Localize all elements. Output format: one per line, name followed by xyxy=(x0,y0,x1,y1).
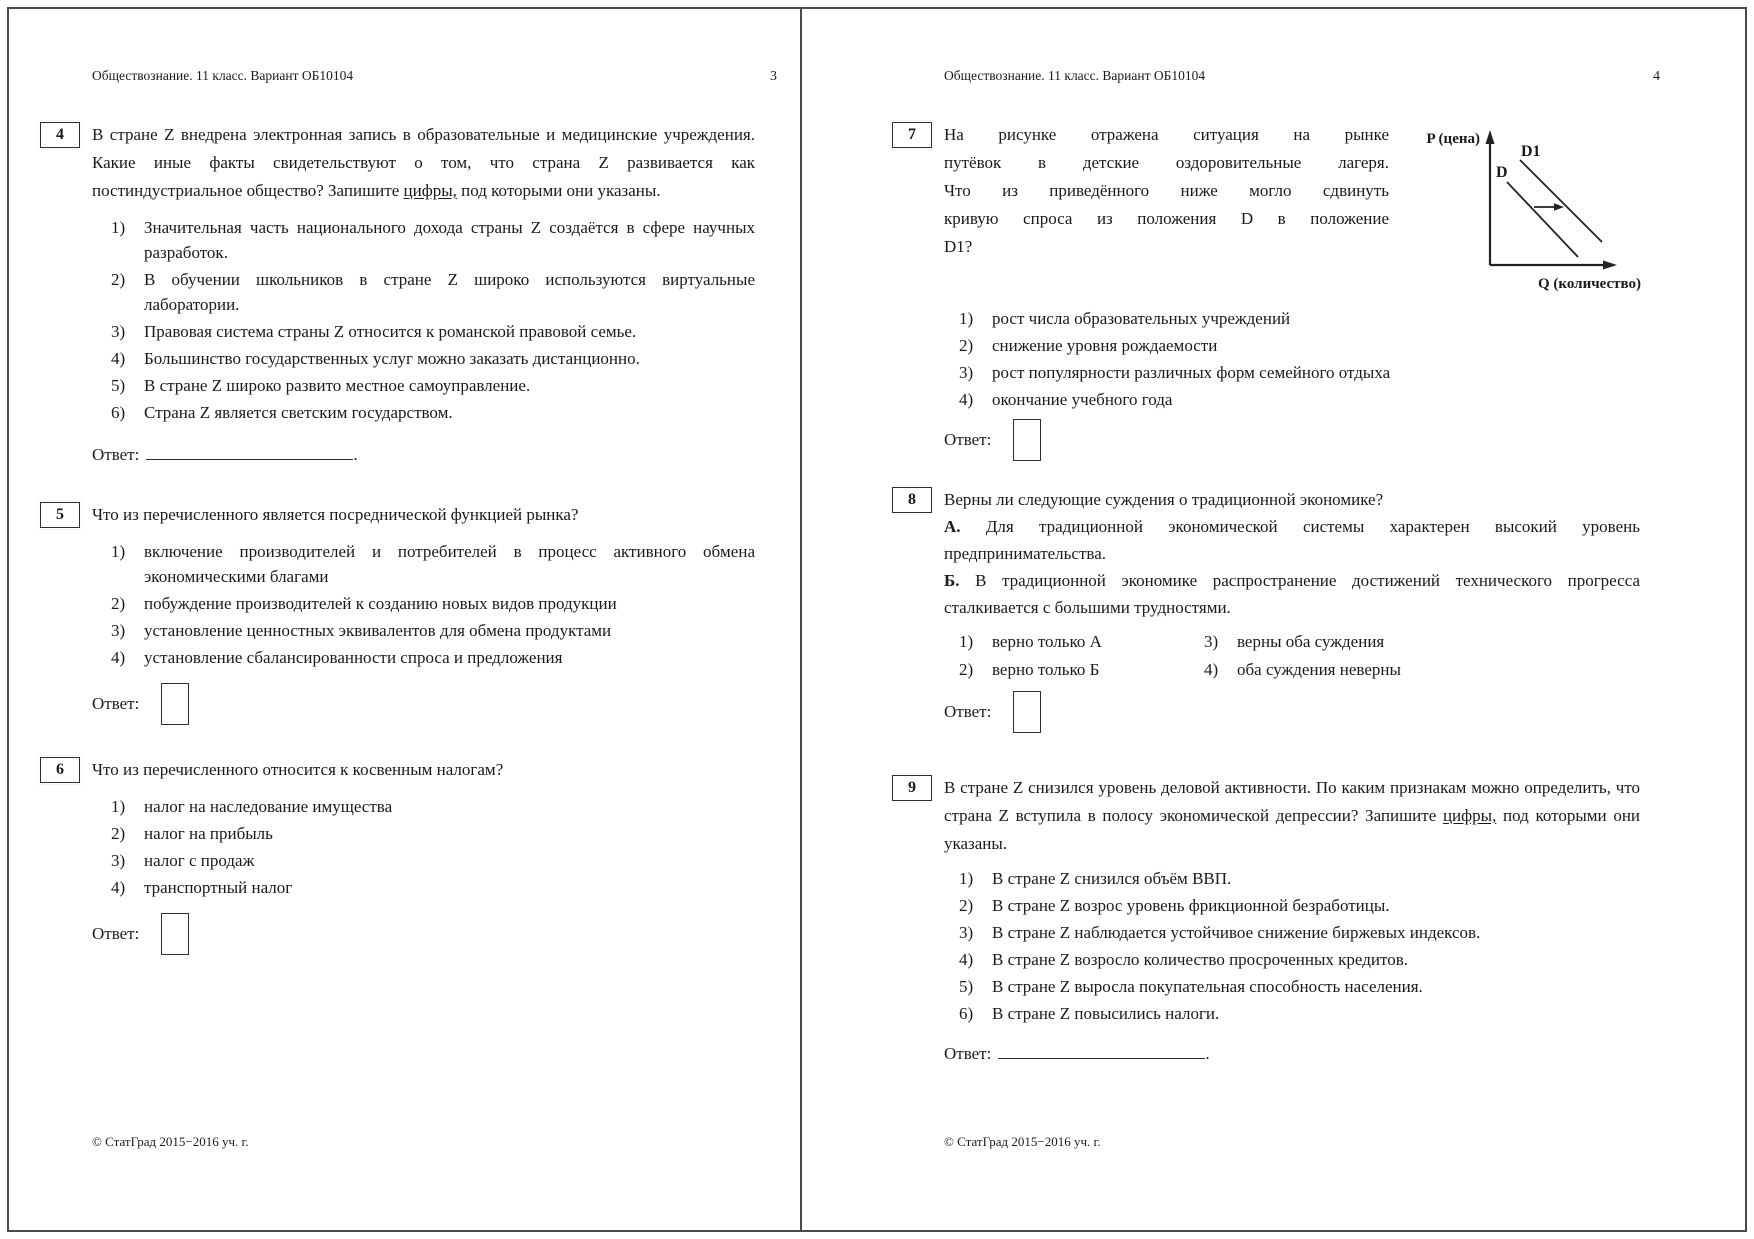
option-number: 6) xyxy=(959,1004,974,1023)
options-grid xyxy=(959,629,1640,682)
option-text: транспортный налог xyxy=(144,878,293,897)
option-text: рост числа образовательных учреждений xyxy=(992,309,1291,328)
answer-row xyxy=(92,441,777,469)
question-number: 7 xyxy=(908,126,916,143)
question-text-part: В стране Z внедрена электронная запись в образовательные и медицинские учреждения. Какие иные факты свидетельствуют о том, что страна Z развивается как постиндустриальное общество? Запишите xyxy=(92,125,755,200)
option-number: 4) xyxy=(959,950,974,969)
option-number: 2) xyxy=(111,594,126,613)
answer-label: Ответ: xyxy=(92,445,140,464)
question-number: 5 xyxy=(56,506,64,523)
question-number-box xyxy=(892,775,932,801)
statement-a-label: А. xyxy=(944,517,961,536)
option-number: 1) xyxy=(959,632,974,651)
answer-row xyxy=(92,682,777,726)
answer-row xyxy=(944,1040,1660,1068)
demand-shift-chart xyxy=(1410,125,1660,300)
option-item xyxy=(959,893,1640,918)
option-text: верно только Б xyxy=(992,660,1100,679)
answer-blank xyxy=(146,442,353,460)
option-number: 4) xyxy=(959,390,974,409)
option-text: Страна Z является светским государством. xyxy=(144,403,453,422)
demand-curve-d-label: D xyxy=(1496,164,1508,181)
option-text: снижение уровня рождаемости xyxy=(992,336,1218,355)
options-list xyxy=(111,215,755,425)
option-number: 4) xyxy=(111,878,126,897)
answer-row xyxy=(944,418,1660,462)
copyright-text: © СтатГрад 2015−2016 уч. г. xyxy=(92,1134,249,1149)
option-text: В обучении школьников в стране Z широко используются виртуальные лаборатории. xyxy=(144,270,755,314)
question-number-box xyxy=(892,487,932,513)
question-9 xyxy=(908,774,1660,1068)
option-text: Правовая система страны Z относится к романской правовой семье. xyxy=(144,322,637,341)
answer-label: Ответ: xyxy=(944,1044,992,1063)
option-item xyxy=(111,645,755,670)
page-number: 4 xyxy=(1653,69,1660,84)
demand-curve-d1 xyxy=(1520,160,1602,242)
demand-curve-d1-label: D1 xyxy=(1521,143,1541,160)
underlined-word: цифры, xyxy=(1442,806,1497,825)
answer-row xyxy=(92,912,777,956)
option-text: Значительная часть национального дохода страны Z создаётся в сфере научных разработок. xyxy=(144,218,755,262)
question-number-box xyxy=(40,122,80,148)
answer-period: . xyxy=(353,445,358,464)
option-text: верно только А xyxy=(992,632,1102,651)
page-footer xyxy=(92,1134,249,1150)
options-list xyxy=(959,306,1640,412)
question-text-part: под которыми они указаны. xyxy=(456,181,661,200)
statement-b xyxy=(944,567,1640,621)
option-text: В стране Z повысились налоги. xyxy=(992,1004,1220,1023)
option-number: 2) xyxy=(111,824,126,843)
option-number: 1) xyxy=(111,797,126,816)
page-4 xyxy=(802,7,1747,1232)
option-item xyxy=(1204,629,1640,654)
option-item xyxy=(111,875,755,900)
option-number: 3) xyxy=(111,322,126,341)
question-text xyxy=(92,121,755,205)
option-number: 6) xyxy=(111,403,126,422)
page-header xyxy=(944,67,1660,85)
page-header xyxy=(92,67,777,85)
option-text: В стране Z наблюдается устойчивое снижение биржевых индексов. xyxy=(992,923,1481,942)
statement-a xyxy=(944,513,1640,567)
question-number-box xyxy=(40,502,80,528)
question-text: Что из перечисленного относится к косвенным налогам? xyxy=(92,760,504,779)
question-number: 6 xyxy=(56,761,64,778)
question-text-line: D1? xyxy=(944,237,973,256)
statement-b-text: В традиционной экономике распространение достижений технического прогресса сталкивается с большими трудностями. xyxy=(944,571,1640,617)
demand-curve-d xyxy=(1507,182,1578,257)
option-number: 1) xyxy=(111,218,126,237)
option-number: 4) xyxy=(111,349,126,368)
question-text xyxy=(944,121,1389,300)
option-text: окончание учебного года xyxy=(992,390,1173,409)
question-number: 9 xyxy=(908,779,916,796)
option-item xyxy=(959,947,1640,972)
option-text: В стране Z широко развито местное самоуправление. xyxy=(144,376,531,395)
option-item xyxy=(111,539,755,589)
option-item xyxy=(111,373,755,398)
option-number: 3) xyxy=(1204,632,1219,651)
option-text: рост популярности различных форм семейного отдыха xyxy=(992,363,1391,382)
option-text: В стране Z выросла покупательная способность населения. xyxy=(992,977,1423,996)
option-item xyxy=(959,1001,1640,1026)
option-item xyxy=(111,821,755,846)
answer-label: Ответ: xyxy=(92,694,140,713)
answer-box xyxy=(1013,419,1041,461)
option-item xyxy=(959,866,1640,891)
question-text: Верны ли следующие суждения о традиционной экономике? xyxy=(944,490,1384,509)
statement-a-text: Для традиционной экономической системы характерен высокий уровень предпринимательства. xyxy=(944,517,1640,563)
option-number: 3) xyxy=(959,363,974,382)
question-text-line: кривую спроса из положения D в положение xyxy=(944,209,1389,228)
question-text: Что из перечисленного является посреднической функцией рынка? xyxy=(92,505,579,524)
question-number-box xyxy=(40,757,80,783)
question-text-and-figure xyxy=(944,121,1660,300)
option-item xyxy=(959,920,1640,945)
option-item xyxy=(111,618,755,643)
variant-label: Обществознание. 11 класс. Вариант ОБ10104 xyxy=(944,68,1206,83)
option-item xyxy=(959,306,1640,331)
question-number: 8 xyxy=(908,491,916,508)
question-text-line: Что из приведённого ниже могло сдвинуть xyxy=(944,181,1389,200)
option-item xyxy=(111,267,755,317)
option-number: 1) xyxy=(111,542,126,561)
option-number: 2) xyxy=(959,896,974,915)
x-axis-arrow xyxy=(1603,261,1617,270)
option-number: 1) xyxy=(959,309,974,328)
option-number: 5) xyxy=(959,977,974,996)
x-axis-label: Q (количество) xyxy=(1538,276,1642,292)
statement-b-label: Б. xyxy=(944,571,960,590)
option-text: установление сбалансированности спроса и предложения xyxy=(144,648,563,667)
underlined-word: цифры, xyxy=(403,181,457,200)
option-text: налог с продаж xyxy=(144,851,255,870)
options-list xyxy=(111,794,755,900)
answer-blank xyxy=(998,1041,1205,1059)
option-item xyxy=(111,848,755,873)
page-number: 3 xyxy=(770,69,777,84)
option-number: 3) xyxy=(959,923,974,942)
question-text-line: путёвок в детские оздоровительные лагеря. xyxy=(944,153,1389,172)
question-6 xyxy=(56,756,777,956)
option-number: 2) xyxy=(111,270,126,289)
option-text: оба суждения неверны xyxy=(1237,660,1401,679)
option-text: налог на наследование имущества xyxy=(144,797,393,816)
question-number-box xyxy=(892,122,932,148)
option-number: 2) xyxy=(959,336,974,355)
option-item xyxy=(111,346,755,371)
option-text: установление ценностных эквивалентов для обмена продуктами xyxy=(144,621,612,640)
option-item xyxy=(959,974,1640,999)
page-footer xyxy=(944,1134,1101,1150)
option-text: налог на прибыль xyxy=(144,824,273,843)
answer-label: Ответ: xyxy=(944,430,992,449)
option-number: 2) xyxy=(959,660,974,679)
answer-box xyxy=(161,683,189,725)
answer-label: Ответ: xyxy=(944,702,992,721)
option-text: верны оба суждения xyxy=(1237,632,1385,651)
options-list xyxy=(959,866,1640,1026)
answer-label: Ответ: xyxy=(92,924,140,943)
option-item xyxy=(959,629,1204,654)
question-7 xyxy=(908,121,1660,462)
question-text xyxy=(944,774,1640,858)
option-item xyxy=(959,360,1640,385)
page-spread xyxy=(7,7,1747,1232)
option-text: побуждение производителей к созданию новых видов продукции xyxy=(144,594,617,613)
option-item xyxy=(111,794,755,819)
option-number: 3) xyxy=(111,621,126,640)
answer-box xyxy=(1013,691,1041,733)
option-number: 4) xyxy=(111,648,126,667)
option-item xyxy=(111,319,755,344)
option-text: включение производителей и потребителей в процесс активного обмена экономическими благами xyxy=(144,542,755,586)
options-list xyxy=(111,539,755,670)
page-3 xyxy=(7,7,800,1232)
variant-label: Обществознание. 11 класс. Вариант ОБ10104 xyxy=(92,68,354,83)
option-number: 3) xyxy=(111,851,126,870)
option-number: 4) xyxy=(1204,660,1219,679)
question-text-part: под которыми они указаны. xyxy=(944,806,1641,853)
question-text-part: В стране Z снизился уровень деловой активности. По каким признакам можно определить, что страна Z вступила в полосу экономической депрессии? Запишите xyxy=(944,778,1640,825)
option-text: В стране Z снизился объём ВВП. xyxy=(992,869,1232,888)
option-item xyxy=(111,400,755,425)
answer-period: . xyxy=(1205,1044,1210,1063)
shift-right-arrow-head xyxy=(1554,203,1564,211)
y-axis-label: P (цена) xyxy=(1426,131,1480,147)
answer-row xyxy=(944,690,1660,734)
option-item xyxy=(1204,657,1640,682)
option-text: В стране Z возрос уровень фрикционной безработицы. xyxy=(992,896,1390,915)
option-item xyxy=(959,387,1640,412)
y-axis-arrow xyxy=(1486,130,1495,144)
option-number: 5) xyxy=(111,376,126,395)
option-text: В стране Z возросло количество просроченных кредитов. xyxy=(992,950,1408,969)
question-8 xyxy=(908,486,1660,734)
question-text-line: На рисунке отражена ситуация на рынке xyxy=(944,125,1389,144)
question-4 xyxy=(56,121,777,469)
option-item xyxy=(111,215,755,265)
copyright-text: © СтатГрад 2015−2016 уч. г. xyxy=(944,1134,1101,1149)
question-5 xyxy=(56,501,777,726)
option-text: Большинство государственных услуг можно заказать дистанционно. xyxy=(144,349,640,368)
answer-box xyxy=(161,913,189,955)
option-item xyxy=(959,657,1204,682)
option-item xyxy=(959,333,1640,358)
option-number: 1) xyxy=(959,869,974,888)
option-item xyxy=(111,591,755,616)
question-number: 4 xyxy=(56,126,64,143)
